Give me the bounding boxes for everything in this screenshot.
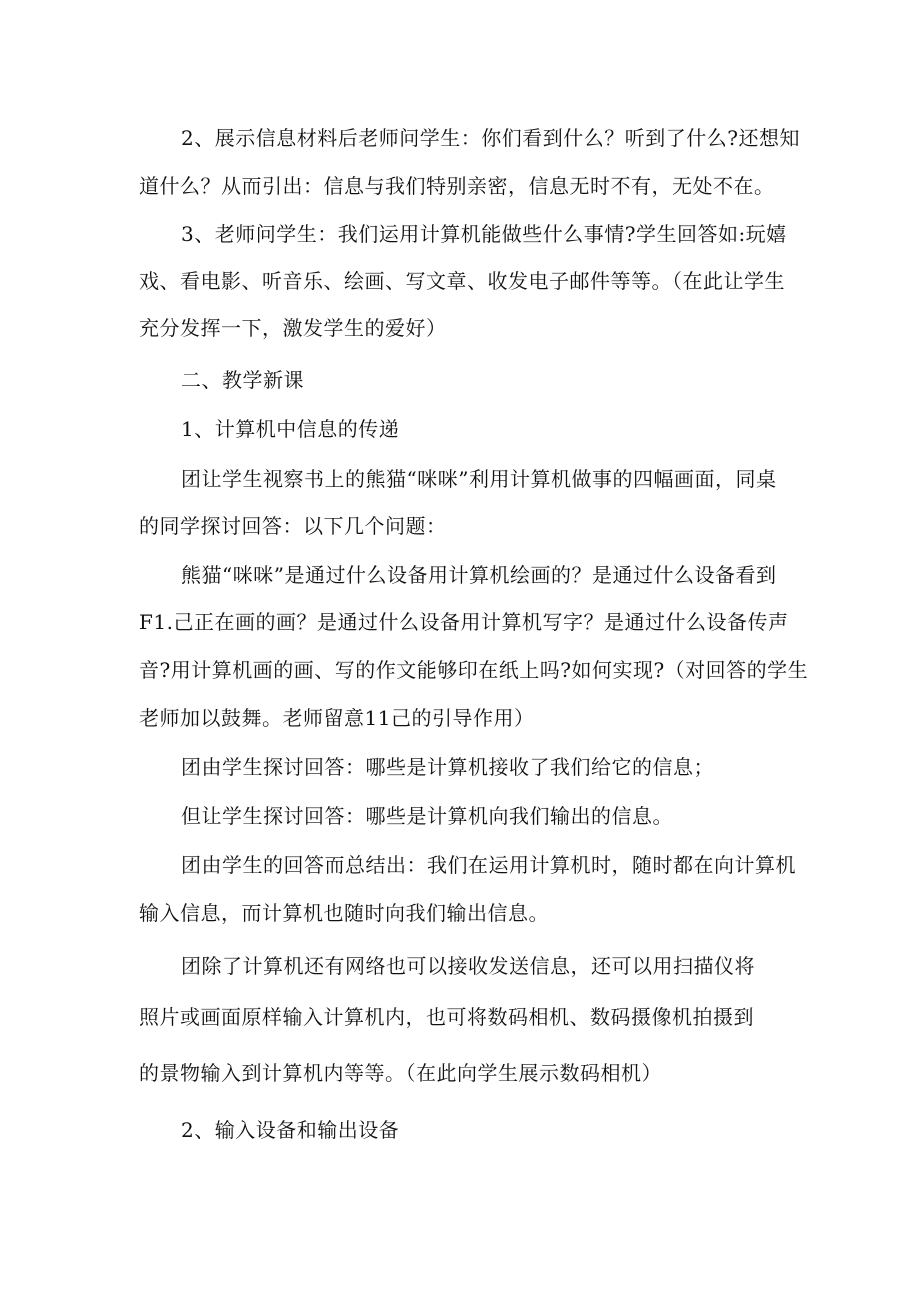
text-line: 3、老师问学生：我们运用计算机能做些什么事情?学生回答如:玩嬉 xyxy=(181,222,787,246)
text-line: 团由学生探讨回答：哪些是计算机接收了我们给它的信息； xyxy=(181,755,714,779)
text-line: 团除了计算机还有网络也可以接收发送信息，还可以用扫描仪将 xyxy=(181,954,755,978)
text-line: 熊猫“咪咪”是通过什么设备用计算机绘画的？是通过什么设备看到 xyxy=(181,563,777,587)
text-line: 输入信息，而计算机也随时向我们输出信息。 xyxy=(139,901,549,925)
text-line: 团让学生视察书上的熊猫“咪咪”利用计算机做事的四幅画面，同桌 xyxy=(181,467,777,491)
text-line: 的同学探讨回答：以下几个问题： xyxy=(139,514,447,538)
subsection-heading: 2、输入设备和输出设备 xyxy=(181,1118,400,1142)
subsection-heading: 1、计算机中信息的传递 xyxy=(181,417,400,441)
text-line: 团由学生的回答而总结出：我们在运用计算机时，随时都在向计算机 xyxy=(181,853,796,877)
text-line: 充分发挥一下，激发学生的爱好） xyxy=(139,316,447,340)
text-line: 音?用计算机画的画、写的作文能够印在纸上吗?如何实现?（对回答的学生 xyxy=(139,658,809,682)
text-line: 但让学生探讨回答：哪些是计算机向我们输出的信息。 xyxy=(181,804,673,828)
text-line: 照片或画面原样输入计算机内，也可将数码相机、数码摄像机拍摄到 xyxy=(139,1005,754,1029)
text-line: 2、展示信息材料后老师问学生：你们看到什么？听到了什么?还想知 xyxy=(181,126,800,150)
text-line: 戏、看电影、听音乐、绘画、写文章、收发电子邮件等等。（在此让学生 xyxy=(139,269,785,293)
section-heading: 二、教学新课 xyxy=(181,368,304,392)
text-line: 道什么？从而引出：信息与我们特别亲密，信息无时不有，无处不在。 xyxy=(139,174,775,198)
text-line: F1.己正在画的画？是通过什么设备用计算机写字？是通过什么设备传声 xyxy=(139,610,789,634)
text-line: 的景物输入到计算机内等等。（在此向学生展示数码相机） xyxy=(139,1061,662,1085)
text-line: 老师加以鼓舞。老师留意11己的引导作用） xyxy=(139,706,535,730)
